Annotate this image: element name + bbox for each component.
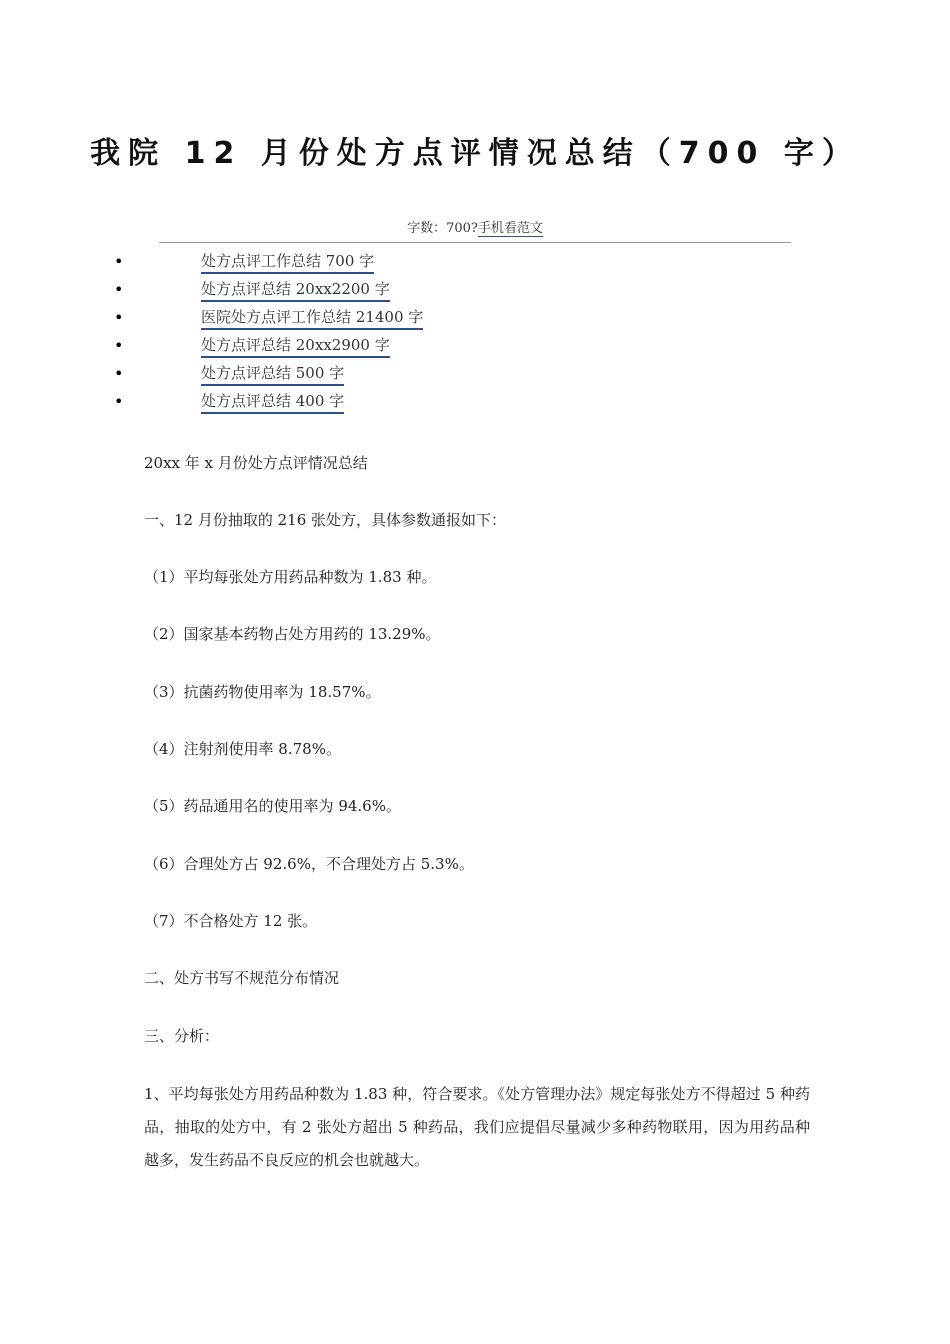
related-link[interactable]: 处方点评工作总结 700 字	[201, 250, 374, 274]
related-link[interactable]: 处方点评总结 20xx2900 字	[201, 334, 390, 358]
stat-item: （4）注射剂使用率 8.78%。	[144, 740, 341, 758]
section-heading-2: 二、处方书写不规范分布情况	[144, 969, 340, 987]
page-title: 我院 12 月份处方点评情况总结（700 字）	[90, 136, 860, 171]
bullet-icon: •	[114, 308, 124, 327]
bullet-icon: •	[114, 336, 124, 355]
word-count-label: 字数：700?	[407, 221, 478, 236]
word-count-line	[0, 217, 950, 236]
bullet-icon: •	[114, 364, 124, 383]
bullet-icon: •	[114, 280, 124, 299]
list-item	[0, 362, 700, 390]
list-item	[0, 390, 700, 418]
section-heading-1: 一、12 月份抽取的 216 张处方，具体参数通报如下：	[144, 511, 507, 529]
stat-item: （6）合理处方占 92.6%，不合理处方占 5.3%。	[144, 855, 474, 873]
document-subheading: 20xx 年 x 月份处方点评情况总结	[144, 454, 368, 472]
mobile-view-link[interactable]: 手机看范文	[477, 221, 543, 236]
analysis-paragraph: 1、平均每张处方用药品种数为 1.83 种，符合要求。《处方管理办法》规定每张处方不得超过 5 种药品，抽取的处方中，有 2 张处方超出 5 种药品，我们应提倡尽量减少多种药物联用，因为用药品种越多，发生药品不良反应的机会也就越大。	[144, 1085, 810, 1169]
list-item	[0, 278, 700, 306]
related-link[interactable]: 医院处方点评工作总结 21400 字	[201, 306, 423, 330]
related-link[interactable]: 处方点评总结 20xx2200 字	[201, 278, 390, 302]
bullet-icon: •	[114, 252, 124, 271]
related-link[interactable]: 处方点评总结 400 字	[201, 390, 344, 414]
stat-item: （2）国家基本药物占处方用药的 13.29%。	[144, 625, 441, 643]
stat-item: （3）抗菌药物使用率为 18.57%。	[144, 683, 381, 701]
stat-item: （7）不合格处方 12 张。	[144, 912, 318, 930]
related-link[interactable]: 处方点评总结 500 字	[201, 362, 344, 386]
list-item	[0, 250, 700, 278]
stat-item: （5）药品通用名的使用率为 94.6%。	[144, 797, 401, 815]
bullet-icon: •	[114, 392, 124, 411]
header-divider	[159, 242, 791, 243]
section-heading-3: 三、分析：	[144, 1027, 220, 1045]
stat-item: （1）平均每张处方用药品种数为 1.83 种。	[144, 568, 437, 586]
list-item	[0, 306, 700, 334]
related-articles-list	[0, 250, 700, 418]
list-item	[0, 334, 700, 362]
